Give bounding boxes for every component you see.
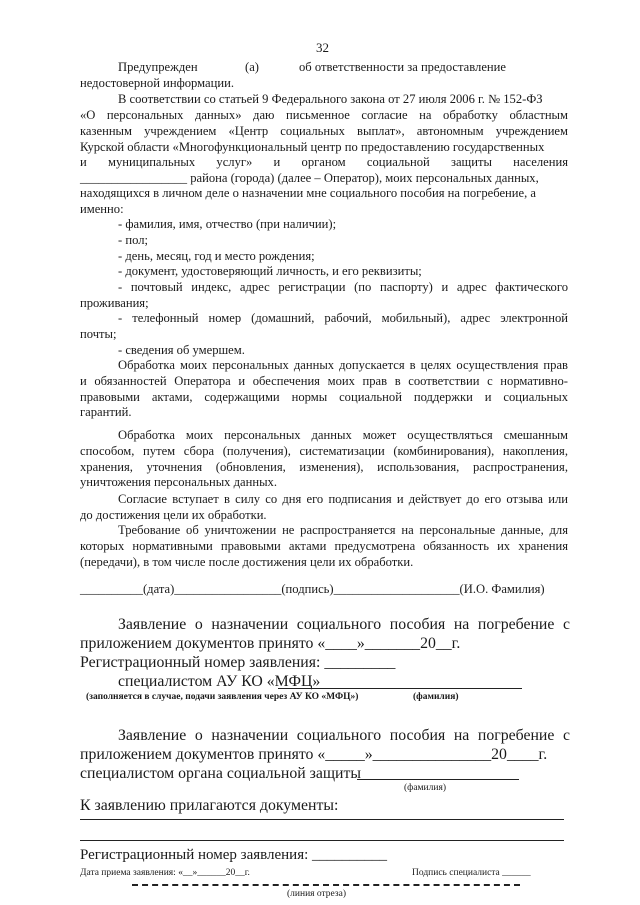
mfc-reg-number: Регистрационный номер заявления: _________ — [80, 654, 396, 671]
attachments-line — [80, 840, 564, 841]
mfc-statement-line1: Заявление о назначении социального пособия на погребение с — [118, 616, 570, 633]
social-surname-label: (фамилия) — [404, 783, 446, 793]
consent-line: «О персональных данных» даю письменное согласие на обработку областным — [80, 108, 568, 122]
paragraph-line: (передачи), в том числе после достижения цели их обработки. — [80, 555, 414, 569]
warning-line-2: недостоверной информации. — [80, 76, 234, 90]
social-surname-line — [357, 779, 519, 780]
paragraph-line: хранения, уточнения (обновления, изменения), использования, распространения, — [80, 460, 568, 474]
list-item: - фамилия, имя, отчество (при наличии); — [118, 217, 337, 231]
consent-line: находящихся в личном деле о назначении мне социального пособия на погребение, а — [80, 186, 536, 200]
paragraph-line: Согласие вступает в силу со дня его подписания и действует до его отзыва или — [118, 492, 568, 506]
receipt-date: Дата приема заявления: «__»______20__г. — [80, 868, 250, 878]
list-item-phone-cont: почты; — [80, 327, 117, 341]
attachments-line — [80, 819, 564, 820]
paragraph-line: до достижения цели их обработки. — [80, 508, 267, 522]
consent-line: _________________ района (города) (далее – Оператор), моих персональных данных, — [80, 171, 539, 185]
paragraph-line: правовыми актами, содержащими нормы социальной поддержки и социальных — [80, 390, 568, 404]
mfc-surname-label: (фамилия) — [413, 692, 459, 702]
consent-line: и муниципальных услуг» и органом социальной защиты населения — [80, 155, 568, 169]
mfc-specialist: специалистом АУ КО «МФЦ» — [118, 673, 321, 690]
paragraph-line: способом, путем сбора (получения), систематизации (комбинирования), накопления, — [80, 444, 568, 458]
list-item-postal: - почтовый индекс, адрес регистрации (по паспорту) и адрес фактического — [118, 280, 568, 294]
social-specialist: специалистом органа социальной защиты — [80, 765, 362, 782]
social-statement-line2: приложением документов принято «_____»_______________20____г. — [80, 746, 548, 763]
consent-line: казенным учреждением «Центр социальных выплат», автономным учреждением — [80, 124, 568, 138]
consent-line: Курской области «Многофункциональный центр по предоставлению государственных — [80, 140, 545, 154]
receipt-reg-number: Регистрационный номер заявления: __________ — [80, 847, 388, 863]
receipt-signature: Подпись специалиста ______ — [412, 868, 531, 878]
paragraph-line: Требование об уничтожении не распространяется на персональные данные, для — [118, 523, 568, 537]
paragraph-line: которых нормативными правовыми актами предусмотрена обязанность их хранения — [80, 539, 568, 553]
paragraph-line: и обязанностей Оператора и обеспечения моих прав в соответствии с нормативно- — [80, 374, 568, 388]
paragraph-line: Обработка моих персональных данных допускается в целях осуществления прав — [118, 358, 568, 372]
mfc-surname-line — [278, 688, 522, 689]
mfc-statement-line2: приложением документов принято «____»_______20__г. — [80, 635, 461, 652]
cut-line — [132, 884, 520, 886]
cut-line-label: (линия отреза) — [287, 889, 347, 899]
list-item-phone: - телефонный номер (домашний, рабочий, мобильный), адрес электронной — [118, 311, 568, 325]
consent-line: именно: — [80, 202, 124, 216]
warning-word-2: (а) — [245, 60, 259, 74]
consent-line: В соответствии со статьей 9 Федерального закона от 27 июля 2006 г. № 152-ФЗ — [118, 92, 543, 106]
mfc-note: (заполняется в случае, подачи заявления через АУ КО «МФЦ») — [86, 692, 359, 702]
social-statement-line1: Заявление о назначении социального пособия на погребение с — [118, 727, 570, 744]
paragraph-line: Обработка моих персональных данных может осуществляться смешанным — [118, 428, 568, 442]
list-item-postal-cont: проживания; — [80, 296, 149, 310]
page-number: 32 — [316, 40, 329, 55]
paragraph-line: уничтожения персональных данных. — [80, 475, 277, 489]
list-item: - документ, удостоверяющий личность, и его реквизиты; — [118, 264, 422, 278]
warning-word-3: об ответственности за предоставление — [299, 60, 506, 74]
paragraph-line: гарантий. — [80, 405, 132, 419]
list-item-deceased: - сведения об умершем. — [118, 343, 245, 357]
list-item: - пол; — [118, 233, 148, 247]
signature-row: __________(дата)_________________(подпись)____________________(И.О. Фамилия) — [80, 582, 545, 596]
warning-word-1: Предупрежден — [118, 60, 198, 74]
list-item: - день, месяц, год и место рождения; — [118, 249, 315, 263]
attachments-label: К заявлению прилагаются документы: — [80, 797, 339, 814]
